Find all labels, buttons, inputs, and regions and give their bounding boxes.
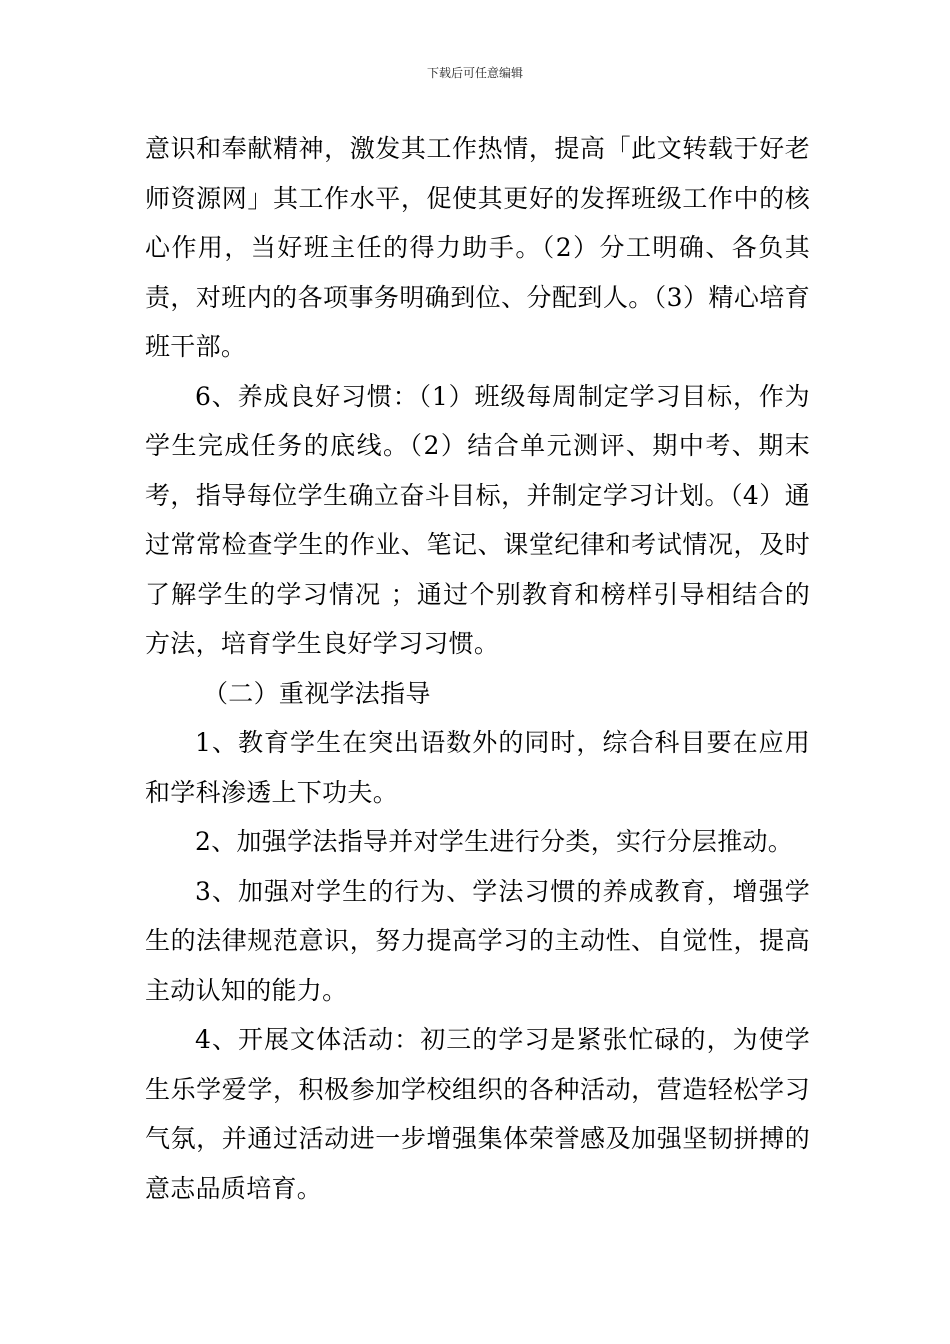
paragraph-item-4: 4、开展文体活动：初三的学习是紧张忙碌的，为使学生乐学爱学，积极参加学校组织的各种活动，营造轻松学习气氛，并通过活动进一步增强集体荣誉感及加强坚韧拼搏的意志品质培育。 [145, 1025, 810, 1203]
page-header: 下载后可任意编辑 [426, 66, 523, 80]
section-heading: （二）重视学法指导 [203, 678, 431, 708]
paragraph-item-3: 3、加强对学生的行为、学法习惯的养成教育，增强学生的法律规范意识，努力提高学习的主动性、自觉性，提高主动认知的能力。 [145, 876, 810, 1005]
paragraph-item-2: 2、加强学法指导并对学生进行分类，实行分层推动。 [195, 827, 794, 856]
paragraph-item-1: 1、教育学生在突出语数外的同时，综合科目要在应用和学科渗透上下功夫。 [145, 728, 810, 807]
document-body [145, 124, 810, 1213]
paragraph-item-6: 6、养成良好习惯：（1）班级每周制定学习目标，作为学生完成任务的底线。（2）结合单元测评、期中考、期末考，指导每位学生确立奋斗目标，并制定学习计划。（4）通过常常检查学生的作业、笔记、课堂纪律和考试情况，及时了解学生的学习情况 ；通过个别教育和榜样引导相结合的方法，培育学生良好学习习惯。 [145, 381, 810, 658]
paragraph-continued: 意识和奉献精神，激发其工作热情，提高「此文转载于好老师资源网」其工作水平，促使其更好的发挥班级工作中的核心作用，当好班主任的得力助手。（2）分工明确、各负其责，对班内的各项事务明确到位、分配到人。（3）精心培育班干部。 [145, 134, 810, 361]
